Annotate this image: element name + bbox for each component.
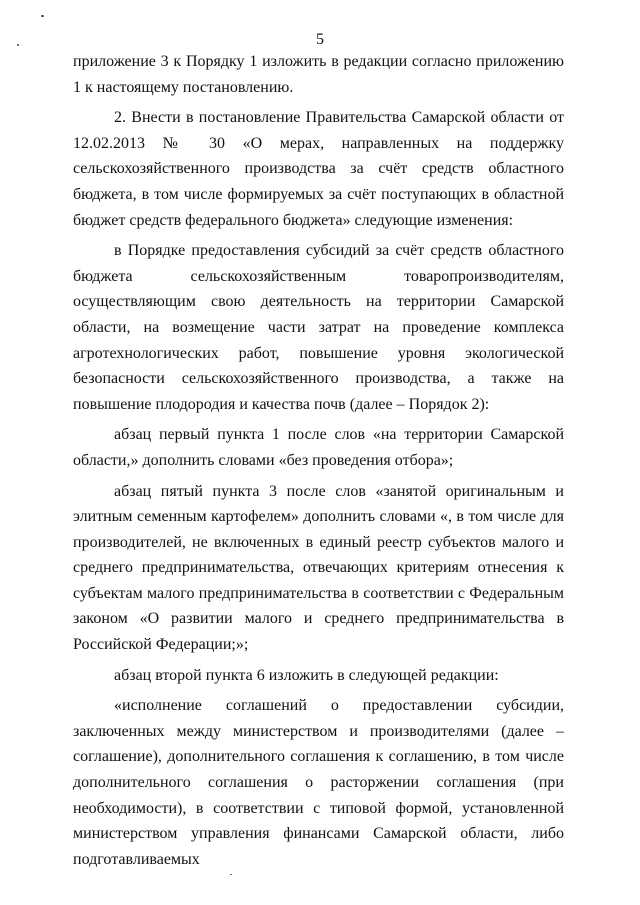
text-line: и среднего предпринимательства, отвечающих критериям отнесения [73,533,565,577]
text-line: между министерством и производителями (далее – соглашение), [73,722,565,766]
text-line: в Порядке предоставления субсидий за счёт средств областного [114,242,564,260]
text-line: приложение 3 к Порядку 1 изложить в редакции согласно [73,53,472,70]
text-line: приложению 1 к настоящему постановлению. [73,53,564,96]
text-line: соглашения о расторжении соглашения (при необходимости), в [73,774,564,817]
text-line: Порядок 2): [408,395,490,413]
text-line: свою деятельность на территории Самарской области, на возмещение [73,293,565,336]
text-line: бюджета сельскохозяйственным товаропроизводителям, осуществляющим [73,267,564,311]
text-line: управления финансами Самарской области, либо подготавливаемых [73,825,564,868]
page-number: 5 [316,31,324,48]
text-line: повышение уровня экологической безопасности сельскохозяйственного [73,344,564,388]
paragraph [73,479,564,658]
text-line: производства, а также на повышение плодородия и качества почв (далее – [73,370,565,413]
text-line: части затрат на проведение комплекса агротехнологических работ, [73,318,565,362]
text-line: абзац пятый пункта 3 после слов «занятой оригинальным и элитным [73,482,564,526]
text-line: дополнительного соглашения к соглашению, в том числе дополнительного [73,748,564,792]
text-line: в Российской Федерации;»; [73,610,565,654]
document-body [73,49,564,872]
paragraph [73,49,564,100]
text-line: от 12.02.2013 № 30 «О мерах, направленных на поддержку [73,109,565,152]
scan-speck [41,15,44,17]
text-line: средств федерального бюджета» следующие изменения: [129,211,514,229]
text-line: сельскохозяйственного производства за счёт средств областного бюджета, [73,160,564,203]
text-line: к субъектам малого предпринимательства в соответствии с Федеральным [73,559,564,602]
text-line: абзац первый пункта 1 после слов «на территории Самарской [114,426,564,444]
text-line: семенным картофелем» дополнить словами «, в том числе для [136,508,564,526]
text-line: производителей, не включенных в единый реестр субъектов малого [73,533,550,551]
paragraph [73,693,564,872]
paragraph [73,238,564,417]
paragraph [73,663,564,689]
text-line: законом «О развитии малого и среднего предпринимательства [73,610,545,628]
text-line: соответствии с типовой формой, установленной министерством [73,799,565,843]
text-line: области,» дополнить словами «без проведения отбора»; [73,451,454,469]
paragraph [73,422,564,473]
text-line: абзац второй пункта 6 изложить в следующей редакции: [114,666,499,684]
text-line: «исполнение соглашений о предоставлении субсидии, заключенных [73,697,564,740]
paragraph [73,105,564,233]
text-line: в том числе формируемых за счёт поступающих в областной бюджет [73,185,565,229]
scan-speck [230,874,232,875]
text-line: 2. Внести в постановление Правительства Самарской области [114,109,544,127]
